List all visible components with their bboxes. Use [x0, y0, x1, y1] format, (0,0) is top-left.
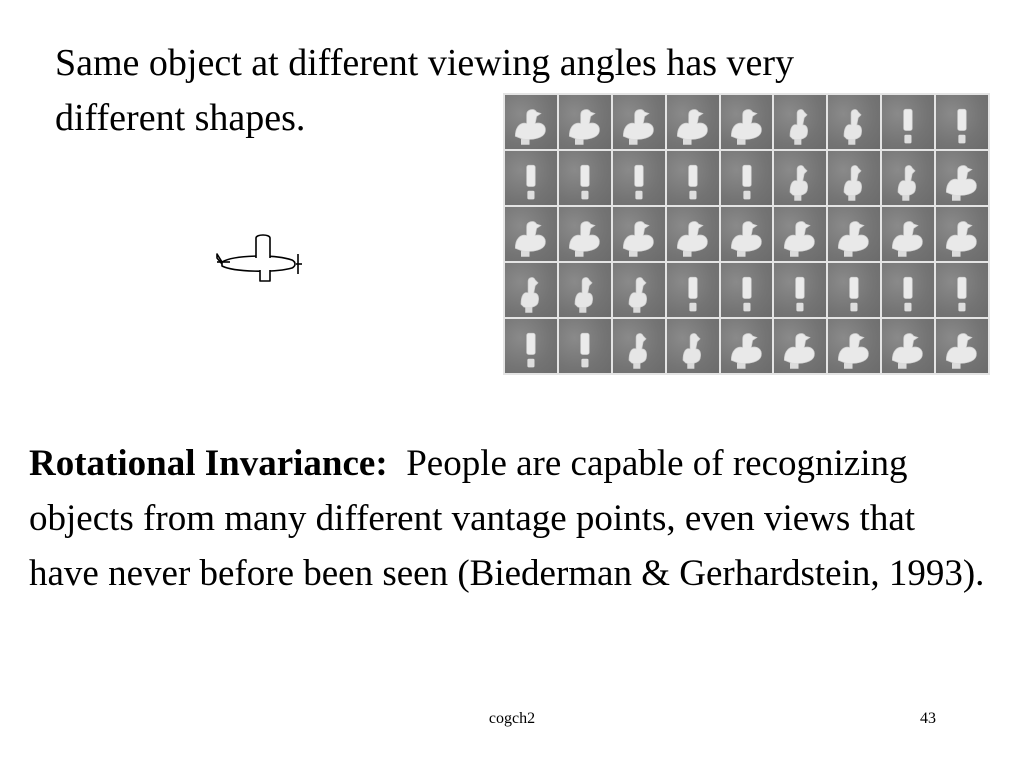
duck-view-cell: [774, 207, 826, 261]
duck-view-cell: [613, 319, 665, 373]
term-heading: Rotational Invariance:: [29, 443, 388, 484]
duck-view-cell: [721, 263, 773, 317]
duck-view-cell: [774, 151, 826, 205]
duck-view-cell: [721, 207, 773, 261]
duck-view-cell: [505, 151, 557, 205]
duck-view-cell: [936, 207, 988, 261]
page-number: 43: [920, 710, 936, 727]
duck-view-cell: [613, 95, 665, 149]
body-paragraph: [29, 436, 994, 601]
duck-view-cell: [721, 95, 773, 149]
duck-view-cell: [721, 151, 773, 205]
duck-view-cell: [505, 95, 557, 149]
duck-view-cell: [667, 263, 719, 317]
duck-view-cell: [613, 151, 665, 205]
footer-label: cogch2: [488, 710, 536, 727]
duck-view-cell: [505, 263, 557, 317]
duck-view-cell: [774, 319, 826, 373]
duck-view-cell: [828, 319, 880, 373]
duck-view-cell: [667, 207, 719, 261]
duck-view-cell: [828, 95, 880, 149]
duck-view-cell: [559, 319, 611, 373]
duck-view-cell: [774, 263, 826, 317]
duck-view-cell: [559, 263, 611, 317]
duck-view-cell: [505, 319, 557, 373]
duck-view-cell: [828, 263, 880, 317]
duck-view-cell: [559, 207, 611, 261]
duck-view-cell: [721, 319, 773, 373]
duck-view-cell: [505, 207, 557, 261]
duck-view-cell: [882, 151, 934, 205]
duck-view-cell: [936, 151, 988, 205]
duck-view-cell: [667, 151, 719, 205]
duck-view-cell: [828, 151, 880, 205]
duck-view-cell: [613, 207, 665, 261]
duck-view-cell: [559, 95, 611, 149]
duck-view-cell: [936, 319, 988, 373]
duck-view-cell: [774, 95, 826, 149]
duck-view-cell: [882, 95, 934, 149]
duck-rotation-grid: [503, 93, 990, 375]
duck-view-cell: [882, 207, 934, 261]
duck-view-cell: [667, 319, 719, 373]
duck-view-cell: [667, 95, 719, 149]
duck-view-cell: [559, 151, 611, 205]
duck-view-cell: [936, 95, 988, 149]
airplane-sketch-icon: [214, 228, 304, 288]
duck-view-cell: [882, 319, 934, 373]
duck-view-cell: [882, 263, 934, 317]
body-text: People are capable of recognizing objects from many different vantage points, even views that have never before been seen (Biederman & Gerhardstein, 1993).: [29, 443, 985, 594]
duck-view-cell: [936, 263, 988, 317]
duck-view-cell: [613, 263, 665, 317]
duck-view-cell: [828, 207, 880, 261]
figure-caption: Same object at different viewing angles has very different shapes.: [55, 42, 794, 139]
